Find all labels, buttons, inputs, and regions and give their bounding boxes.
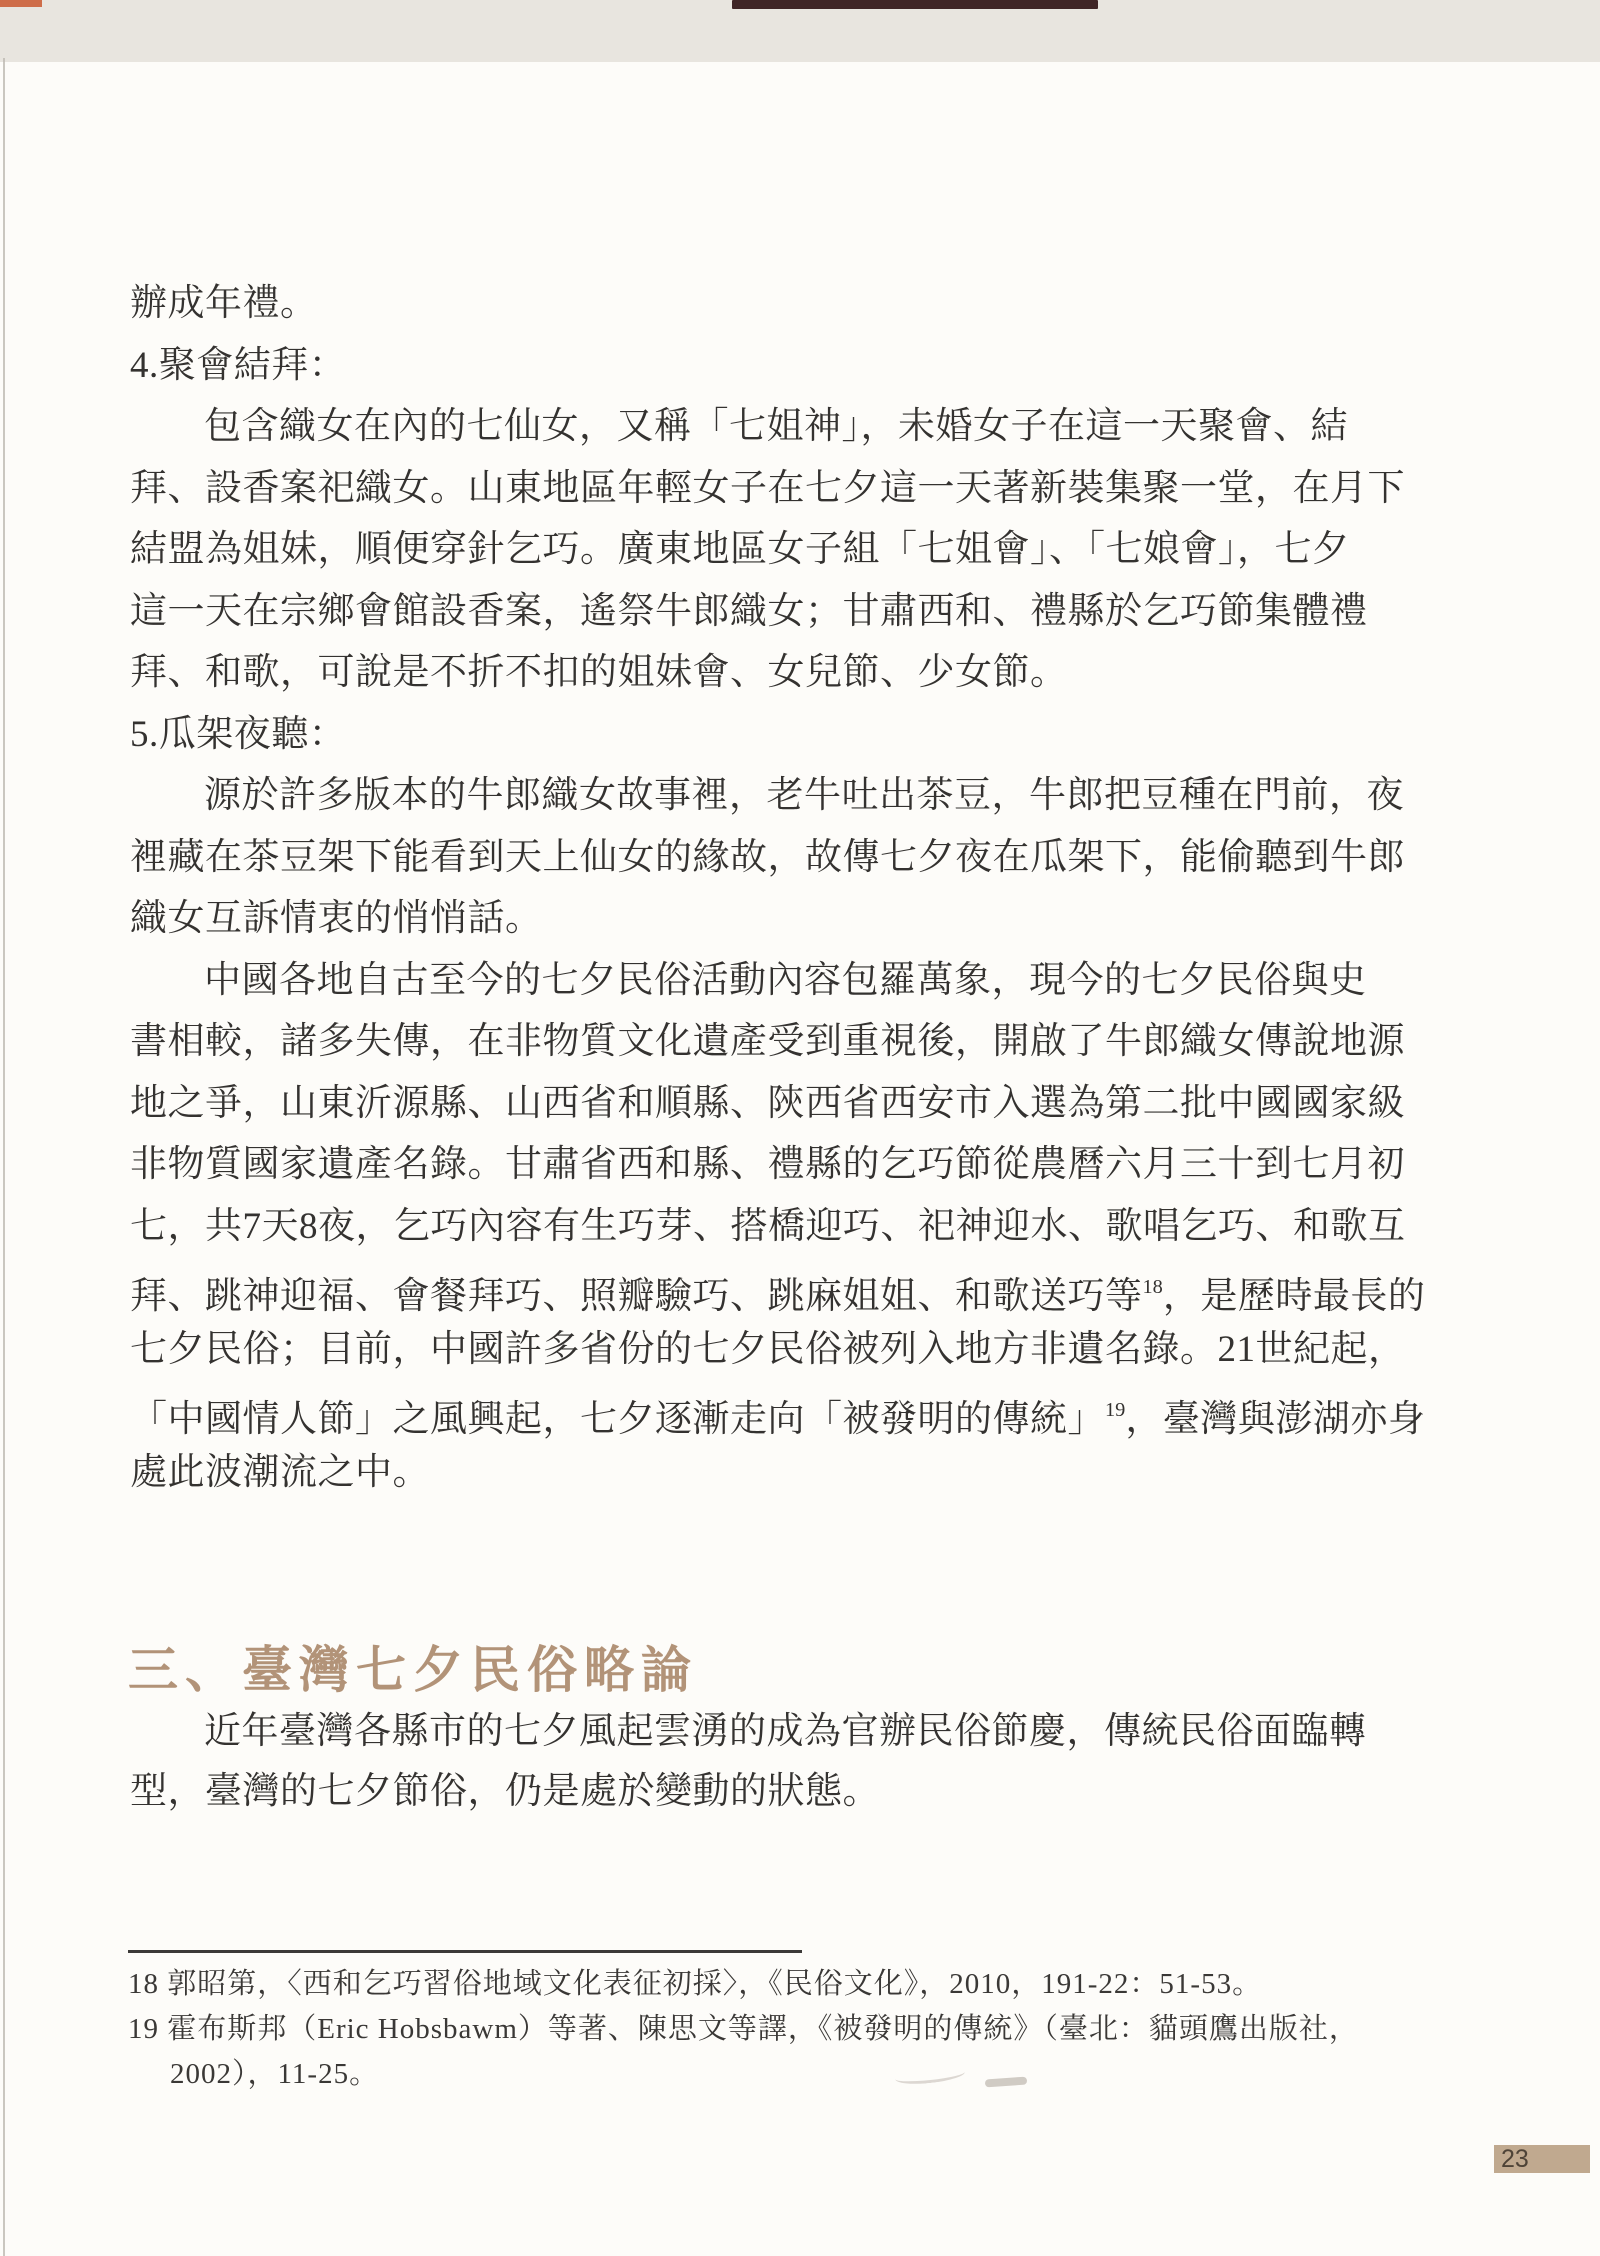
page-number: 23 [1501, 2145, 1529, 2173]
text-line: 這一天在宗鄉會館設香案，遙祭牛郎織女；甘肅西和、禮縣於乞巧節集體禮 [130, 590, 1368, 632]
text-line: 源於許多版本的牛郎織女故事裡，老牛吐出茶豆，牛郎把豆種在門前，夜 [204, 775, 1404, 816]
text-line: 七夕民俗；目前，中國許多省份的七夕民俗被列入地方非遺名錄。21世紀起， [130, 1328, 1406, 1370]
page-number-badge [1494, 2145, 1590, 2173]
text-line: 19 霍布斯邦（Eric Hobsbawm）等著、陳思文等譯，《被發明的傳統》（臺北：貓頭鷹出版社， [128, 2013, 1359, 2045]
section-heading: 三、臺灣七夕民俗略論 [128, 1642, 698, 1698]
text-line: 包含織女在內的七仙女，又稱「七姐神」，未婚女子在這一天聚會、結 [204, 406, 1348, 447]
footnotes [128, 1962, 1428, 2097]
text-line: 近年臺灣各縣市的七夕風起雲湧的成為官辦民俗節慶，傳統民俗面臨轉 [204, 1711, 1367, 1752]
text-line: 拜、設香案祀織女。山東地區年輕女子在七夕這一天著新裝集聚一堂，在月下 [130, 467, 1405, 509]
footnote-divider [128, 1950, 802, 1953]
body-text [130, 273, 1426, 1503]
text-line: 型，臺灣的七夕節俗，仍是處於變動的狀態。 [130, 1771, 880, 1812]
text-line: 2002），11-25。 [170, 2058, 380, 2090]
text-line: 非物質國家遺產名錄。甘肅省西和縣、禮縣的乞巧節從農曆六月三十到七月初 [130, 1144, 1405, 1185]
footnote-marker: 18 [1142, 1276, 1163, 1298]
scan-background-band [0, 0, 1600, 62]
footnote-marker: 19 [1105, 1399, 1126, 1421]
text-line: 4.聚會結拜： [130, 344, 347, 386]
text-line: 5.瓜架夜聽： [130, 713, 347, 755]
page-edge-line [3, 58, 5, 2256]
section-paragraph [130, 1702, 1367, 1822]
text-line: 織女互訴情衷的悄悄話。 [130, 898, 543, 939]
text-line: 七，共7天8夜，乞巧內容有生巧芽、搭橋迎巧、祀神迎水、歌唱乞巧、和歌互 [130, 1205, 1406, 1247]
text-line: 結盟為姐妹，順便穿針乞巧。廣東地區女子組「七姐會」、「七娘會」，七夕 [130, 529, 1350, 570]
text-line: 處此波潮流之中。 [130, 1451, 430, 1493]
text-line: 裡藏在茶豆架下能看到天上仙女的緣故，故傳七夕夜在瓜架下，能偷聽到牛郎 [130, 836, 1405, 878]
text-line: 中國各地自古至今的七夕民俗活動內容包羅萬象，現今的七夕民俗與史 [204, 959, 1367, 1001]
text-line: 18 郭昭第，〈西和乞巧習俗地域文化表征初採〉，《民俗文化》，2010，191-22：51-53。 [128, 1968, 1263, 2000]
text-line: 拜、跳神迎福、會餐拜巧、照瓣驗巧、跳麻姐姐、和歌送巧等$^{18}$，是歷時最長的 [130, 1276, 1426, 1317]
text-line: 拜、和歌，可說是不折不扣的姐妹會、女兒節、少女節。 [130, 652, 1068, 693]
text-line: 書相較，諸多失傳，在非物質文化遺產受到重視後，開啟了牛郎織女傳說地源 [130, 1021, 1405, 1062]
scan-artifact-mark [0, 0, 42, 7]
scan-artifact-bar [732, 0, 1098, 9]
text-line: 「中國情人節」之風興起，七夕逐漸走向「被發明的傳統」$^{19}$，臺灣與澎湖亦身 [130, 1399, 1426, 1440]
text-line: 地之爭，山東沂源縣、山西省和順縣、陝西省西安市入選為第二批中國國家級 [130, 1082, 1405, 1124]
text-line: 辦成年禮。 [130, 283, 318, 324]
